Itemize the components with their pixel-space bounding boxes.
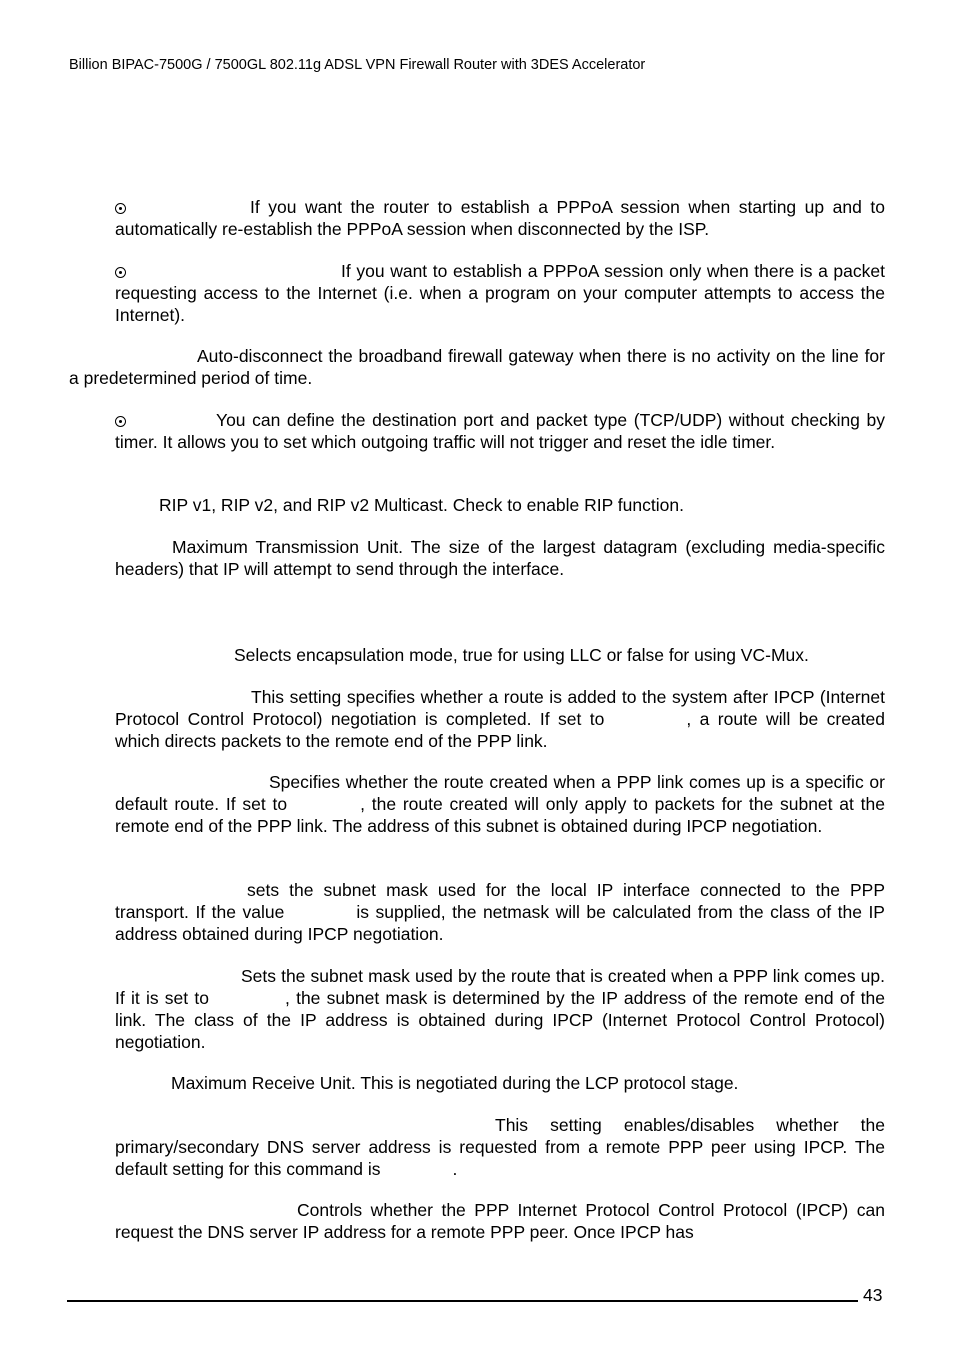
paragraph-text-continued: , a route will be created which directs packets to the remote end of the PPP link. bbox=[115, 709, 885, 751]
paragraph-always-on bbox=[115, 196, 885, 240]
radio-selected-icon bbox=[115, 416, 126, 427]
paragraph-text: You can define the destination port and packet type (TCP/UDP) without checking by timer. It allows you to set which outgoing traffic will not trigger and reset the idle timer. bbox=[115, 410, 885, 452]
paragraph-route-type bbox=[115, 771, 885, 837]
paragraph-text-continued: , the subnet mask is determined by the IP address of the remote end of the link. The class of the IP address is obtained during IPCP (Internet Protocol Control Protocol) negotiation. bbox=[115, 988, 885, 1052]
paragraph-text: If you want the router to establish a PPPoA session when starting up and to automatically re-establish the PPPoA session when disconnected by the ISP. bbox=[115, 197, 885, 239]
paragraph-text: This setting specifies whether a route is added to the system after IPCP (Internet Protocol Control Protocol) negotiation is completed. If set to bbox=[115, 687, 885, 729]
paragraph-text: If you want to establish a PPPoA session only when there is a packet requesting access to the Internet (i.e. when a program on your computer attempts to access the Internet). bbox=[115, 261, 885, 325]
paragraph-text: RIP v1, RIP v2, and RIP v2 Multicast. Check to enable RIP function. bbox=[159, 495, 684, 515]
paragraph-text: This setting enables/disables whether the primary/secondary DNS server address is requested from a remote PPP peer using IPCP. The default setting for this command is bbox=[115, 1115, 885, 1179]
paragraph-ipcp-dns bbox=[115, 1199, 885, 1243]
radio-selected-icon bbox=[115, 267, 126, 278]
paragraph-mru bbox=[115, 1072, 885, 1094]
paragraph-idle-timeout bbox=[69, 345, 885, 389]
paragraph-text: Controls whether the PPP Internet Protocol Control Protocol (IPCP) can request the DNS server IP address for a remote PPP peer. Once IPCP has bbox=[115, 1200, 885, 1242]
paragraph-connect-on-demand bbox=[115, 260, 885, 326]
paragraph-text: Auto-disconnect the broadband firewall gateway when there is no activity on the line for a predetermined period of time. bbox=[69, 346, 885, 388]
paragraph-text-continued: . bbox=[452, 1159, 458, 1179]
paragraph-text: Specifies whether the route created when a PPP link comes up is a specific or default route. If set to bbox=[115, 772, 885, 814]
paragraph-text: Maximum Transmission Unit. The size of the largest datagram (excluding media-specific headers) that IP will attempt to send through the interface. bbox=[115, 537, 885, 579]
paragraph-route-netmask bbox=[115, 965, 885, 1053]
paragraph-text: Sets the subnet mask used by the route that is created when a PPP link comes up. If it is set to bbox=[115, 966, 885, 1008]
paragraph-rip bbox=[115, 494, 885, 516]
paragraph-text: sets the subnet mask used for the local IP interface connected to the PPP transport. If the value bbox=[115, 880, 885, 922]
paragraph-idle-timer bbox=[115, 409, 885, 453]
paragraph-add-route bbox=[115, 686, 885, 752]
running-header: Billion BIPAC-7500G / 7500GL 802.11g ADSL VPN Firewall Router with 3DES Accelerator bbox=[69, 57, 646, 73]
page-number: 43 bbox=[863, 1285, 883, 1305]
radio-selected-icon bbox=[115, 203, 126, 214]
paragraph-text: Maximum Receive Unit. This is negotiated during the LCP protocol stage. bbox=[171, 1073, 739, 1093]
footer-rule bbox=[67, 1300, 858, 1302]
paragraph-mtu bbox=[115, 536, 885, 580]
paragraph-text-continued: is supplied, the netmask will be calculated from the class of the IP address obtained during IPCP negotiation. bbox=[115, 902, 885, 944]
paragraph-local-netmask bbox=[115, 879, 885, 945]
paragraph-text-continued: , the route created will only apply to packets for the subnet at the remote end of the PPP link. The address of this subnet is obtained during IPCP negotiation. bbox=[115, 794, 886, 836]
paragraph-encapsulation bbox=[115, 644, 885, 666]
paragraph-dns-request bbox=[115, 1114, 885, 1180]
paragraph-text: Selects encapsulation mode, true for using LLC or false for using VC-Mux. bbox=[234, 645, 809, 665]
